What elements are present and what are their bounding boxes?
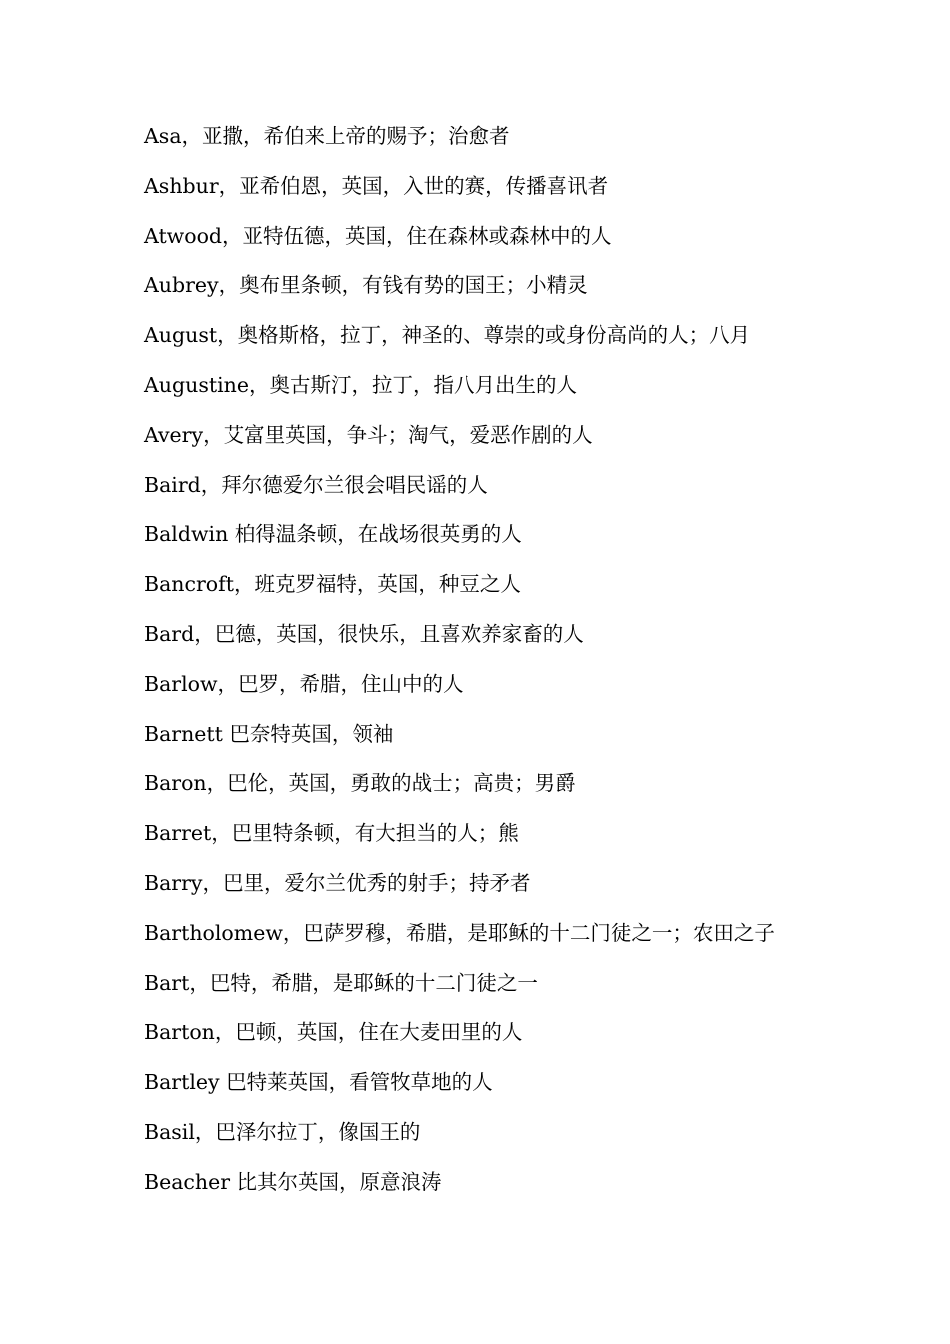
name-entry: Barnett 巴奈特英国，领袖 — [144, 721, 394, 746]
name-entry: Bancroft，班克罗福特，英国，种豆之人 — [144, 572, 521, 597]
name-entry: Barlow，巴罗，希腊，住山中的人 — [144, 671, 464, 696]
name-entry: Barry，巴里，爱尔兰优秀的射手；持矛者 — [144, 870, 531, 895]
name-entry: Barton，巴顿，英国，住在大麦田里的人 — [144, 1020, 523, 1045]
name-entry: Aubrey，奥布里条顿，有钱有势的国王；小精灵 — [144, 273, 588, 298]
name-entry: Avery，艾富里英国，争斗；淘气，爱恶作剧的人 — [144, 422, 593, 447]
name-entry: Asa，亚撒，希伯来上帝的赐予；治愈者 — [144, 124, 510, 148]
name-entry: Beacher 比其尔英国，原意浪涛 — [144, 1169, 442, 1194]
name-entry: August，奥格斯格，拉丁，神圣的、尊崇的或身份高尚的人；八月 — [144, 323, 751, 348]
name-entry: Basil，巴泽尔拉丁，像国王的 — [144, 1119, 421, 1144]
name-entry: Bartley 巴特莱英国，看管牧草地的人 — [144, 1070, 493, 1095]
name-entry: Barret，巴里特条顿，有大担当的人；熊 — [144, 821, 519, 846]
name-entry: Baird，拜尔德爱尔兰很会唱民谣的人 — [144, 472, 488, 497]
name-entry: Baron，巴伦，英国，勇敢的战士；高贵；男爵 — [144, 771, 576, 796]
name-entry: Augustine，奥古斯汀，拉丁，指八月出生的人 — [144, 372, 577, 397]
name-entry: Bard，巴德，英国，很快乐，且喜欢养家畜的人 — [144, 621, 584, 646]
name-entry-list — [144, 118, 775, 1214]
name-entry: Atwood，亚特伍德，英国，住在森林或森林中的人 — [144, 223, 612, 248]
name-entry: Ashbur，亚希伯恩，英国，入世的赛，传播喜讯者 — [144, 173, 609, 198]
name-entry: Bartholomew，巴萨罗穆，希腊，是耶稣的十二门徒之一；农田之子 — [144, 920, 775, 945]
name-entry: Bart，巴特，希腊，是耶稣的十二门徒之一 — [144, 970, 538, 995]
name-entry: Baldwin 柏得温条顿，在战场很英勇的人 — [144, 522, 522, 547]
